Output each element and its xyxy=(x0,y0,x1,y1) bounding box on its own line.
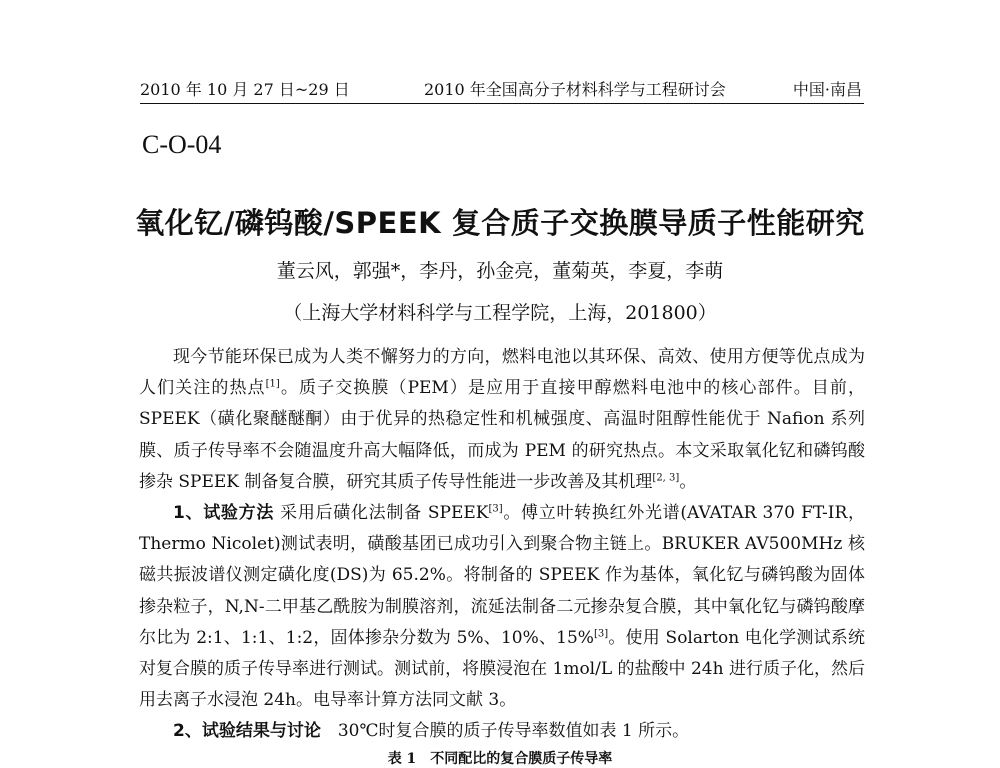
author-list: 董云风，郭强*，李丹，孙金亮，董菊英，李夏，李萌 xyxy=(276,260,724,282)
affiliation: （上海大学材料科学与工程学院，上海，201800） xyxy=(283,302,717,324)
section-2-text: 30℃时复合膜的质子传导率数值如表 1 所示。 xyxy=(320,721,690,742)
section-1-paragraph xyxy=(139,498,865,716)
section-1-text-3: 。使用 Solarton 电化学测试系统对复合膜的质子传导率进行测试。测试前，将膜浸泡在 1mol/L 的盐酸中 24h 进行质子化，然后用去离子水浸泡 24h。电导率计算方法同文献 3。 xyxy=(139,627,865,711)
table-caption: 表 1 不同配比的复合膜质子传导率 xyxy=(387,751,613,767)
header-date: 2010 年 10 月 27 日~29 日 xyxy=(140,80,350,99)
header-conference: 2010 年全国高分子材料科学与工程研讨会 xyxy=(424,80,726,99)
body-text xyxy=(139,342,865,748)
citation-1: [1] xyxy=(265,378,280,390)
citation-3b: [3] xyxy=(593,628,609,640)
section-1-heading: 1、试验方法 xyxy=(173,503,275,524)
intro-paragraph xyxy=(139,342,865,498)
section-2-heading: 2、试验结果与讨论 xyxy=(173,721,321,742)
header-location: 中国·南昌 xyxy=(792,80,862,99)
intro-text-1: 现今节能环保已成为人类不懈努力的方向，燃料电池以其环保、高效、使用方便等优点成为人们关注的热点 xyxy=(139,347,865,399)
citation-3a: [3] xyxy=(488,503,503,515)
paper-code: C-O-04 xyxy=(142,130,222,159)
intro-text-3: 。 xyxy=(679,471,697,492)
paper-title: 氧化钇/磷钨酸/SPEEK 复合质子交换膜导质子性能研究 xyxy=(135,206,865,240)
section-2-paragraph xyxy=(139,716,865,747)
header-rule xyxy=(140,103,864,104)
intro-text-2: 。质子交换膜（PEM）是应用于直接甲醇燃料电池中的核心部件。目前，SPEEK（磺化聚醚醚酮）由于优异的热稳定性和机械强度、高温时阻醇性能优于 Nafion 系列膜、质子传导率不会随温度升高大幅降低，而成为 PEM 的研究热点。本文采取氧化钇和磷钨酸掺杂 SPEEK 制备复合膜，研究其质子传导性能进一步改善及其机理 xyxy=(139,378,865,492)
citation-2-3: [2, 3] xyxy=(652,472,680,484)
section-1-text-1: 采用后磺化法制备 SPEEK xyxy=(274,503,489,524)
section-1-text-2: 。傅立叶转换红外光谱(AVATAR 370 FT-IR，Thermo Nicolet)测试表明，磺酸基团已成功引入到聚合物主链上。BRUKER AV500MHz 核磁共振波谱仪测定磺化度(DS)为 65.2%。将制备的 SPEEK 作为基体，氧化钇与磷钨酸为固体掺杂粒子，N,N-二甲基乙酰胺为制膜溶剂，流延法制备二元掺杂复合膜，其中氧化钇与磷钨酸摩尔比为 2:1、1:1、1:2，固体掺杂分数为 5%、10%、15% xyxy=(139,503,865,648)
